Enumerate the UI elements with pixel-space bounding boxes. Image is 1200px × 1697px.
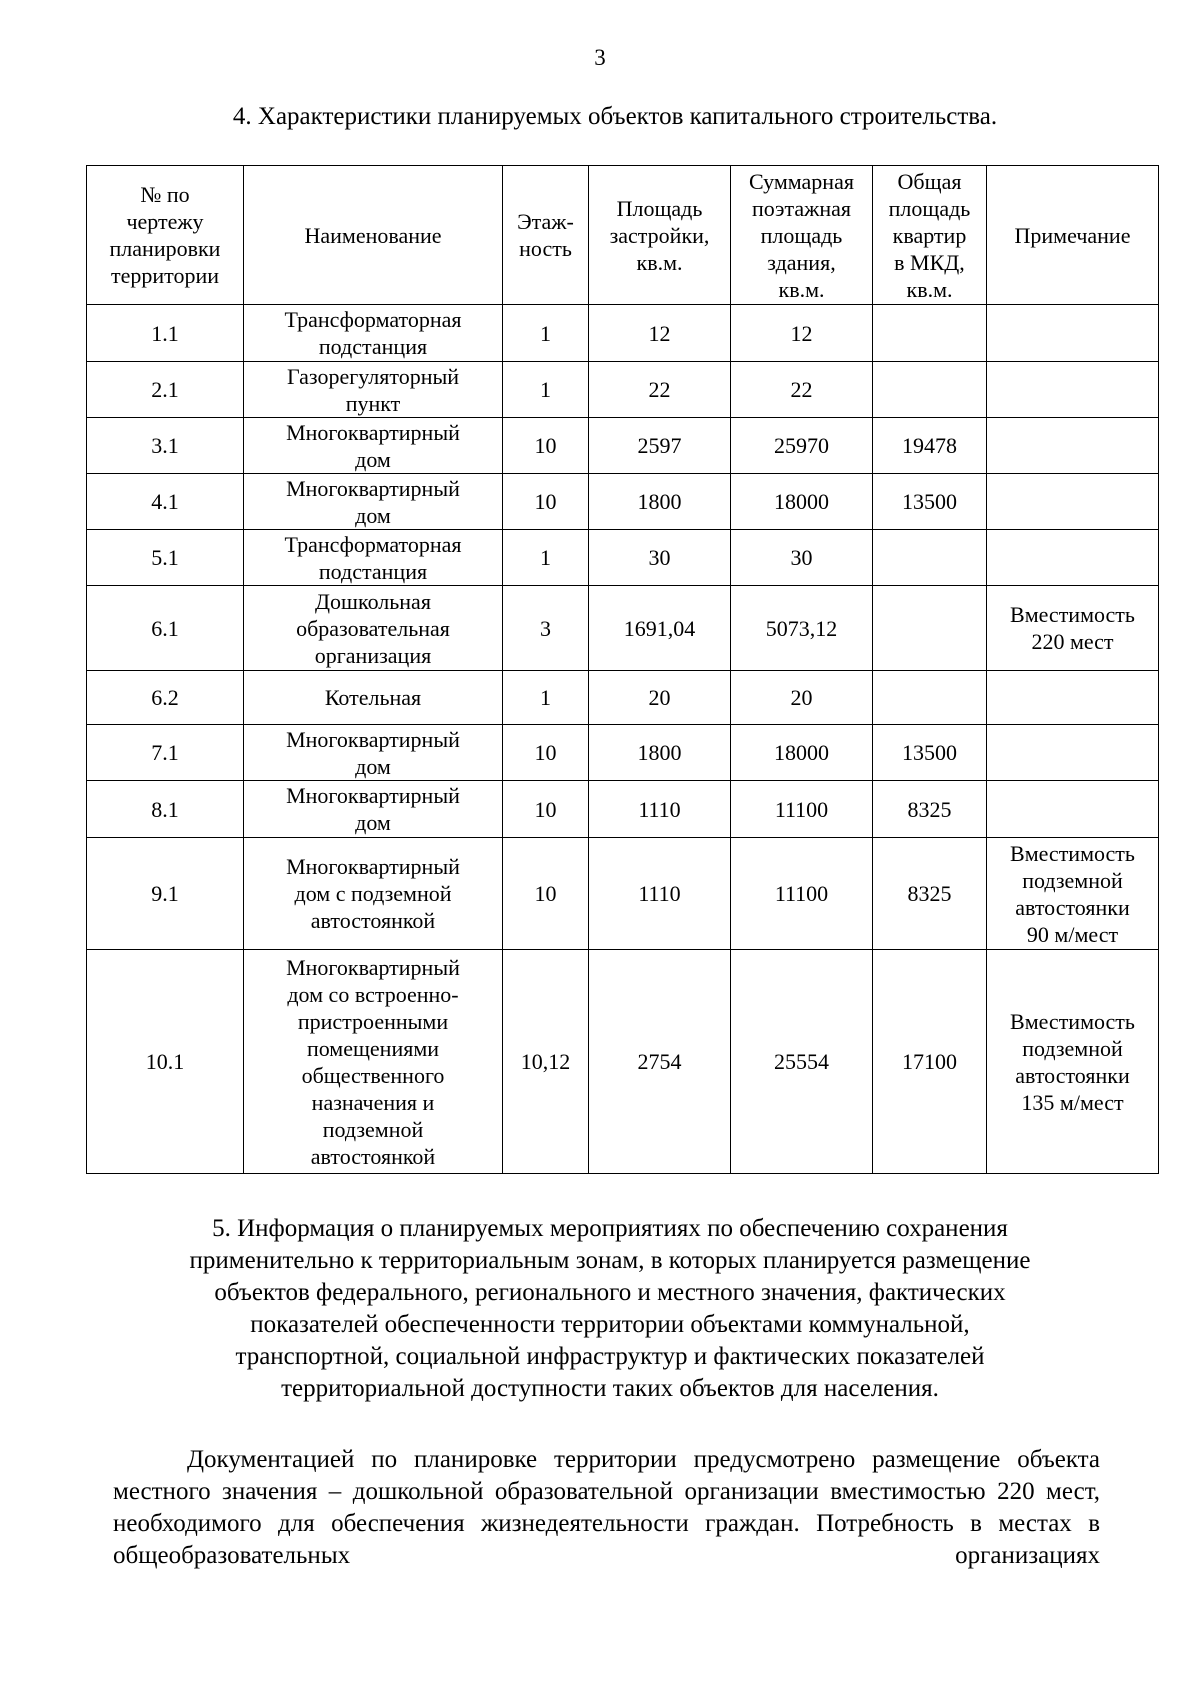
flats-area-cell (873, 530, 987, 586)
table-row (87, 725, 1159, 781)
num-cell: 1.1 (87, 305, 244, 362)
table-row (87, 418, 1159, 474)
note-cell: Вместимость подземной автостоянки 135 м/мест (987, 950, 1159, 1174)
section-5-title: 5. Информация о планируемых мероприятиях по обеспечению сохранения применительно к территориальным зонам, в которых планируется размещение объектов федерального, регионального и местного значения, фактических показателей обеспеченности территории объектами коммунальной, транспортной, социальной инфраструктур и фактических показателей территориальной доступности таких объектов для населения. (189, 1215, 1031, 1402)
total-area-cell: 20 (731, 671, 873, 725)
header-floors: Этаж- ность (503, 166, 589, 305)
num-cell: 6.2 (87, 671, 244, 725)
total-area-cell: 11100 (731, 838, 873, 950)
table-row (87, 305, 1159, 362)
num-cell: 8.1 (87, 781, 244, 838)
total-area-cell: 25554 (731, 950, 873, 1174)
area-cell: 2597 (589, 418, 731, 474)
table-row (87, 950, 1159, 1174)
floors-cell: 1 (503, 362, 589, 418)
total-area-cell: 18000 (731, 725, 873, 781)
flats-area-cell: 8325 (873, 838, 987, 950)
name-cell: Многоквартирный дом (244, 725, 503, 781)
floors-cell: 10 (503, 781, 589, 838)
flats-area-cell: 13500 (873, 474, 987, 530)
total-area-cell: 22 (731, 362, 873, 418)
area-cell: 1110 (589, 781, 731, 838)
note-cell (987, 725, 1159, 781)
table-row (87, 474, 1159, 530)
note-cell (987, 530, 1159, 586)
num-cell: 2.1 (87, 362, 244, 418)
name-cell: Котельная (244, 671, 503, 725)
note-cell (987, 671, 1159, 725)
flats-area-cell: 19478 (873, 418, 987, 474)
section-4-title: 4. Характеристики планируемых объектов капитального строительства. (232, 103, 998, 130)
header-name: Наименование (244, 166, 503, 305)
page-number: 3 (594, 45, 606, 70)
area-cell: 30 (589, 530, 731, 586)
name-cell: Многоквартирный дом (244, 474, 503, 530)
area-cell: 2754 (589, 950, 731, 1174)
floors-cell: 10 (503, 418, 589, 474)
floors-cell: 10 (503, 838, 589, 950)
area-cell: 1691,04 (589, 586, 731, 671)
body-paragraph: Документацией по планировке территории предусмотрено размещение объекта местного значения – дошкольной образовательной организации вместимостью 220 мест, необходимого для обеспечения жизнедеятельности граждан. Потребность в местах в общеобразовательных организациях (113, 1446, 1100, 1569)
note-cell: Вместимость подземной автостоянки 90 м/мест (987, 838, 1159, 950)
note-cell: Вместимость 220 мест (987, 586, 1159, 671)
flats-area-cell: 17100 (873, 950, 987, 1174)
floors-cell: 10 (503, 474, 589, 530)
area-cell: 20 (589, 671, 731, 725)
objects-table (86, 165, 1159, 1174)
header-note: Примечание (987, 166, 1159, 305)
area-cell: 1800 (589, 474, 731, 530)
num-cell: 3.1 (87, 418, 244, 474)
table-row (87, 838, 1159, 950)
name-cell: Дошкольная образовательная организация (244, 586, 503, 671)
name-cell: Газорегуляторный пункт (244, 362, 503, 418)
total-area-cell: 5073,12 (731, 586, 873, 671)
total-area-cell: 30 (731, 530, 873, 586)
num-cell: 4.1 (87, 474, 244, 530)
flats-area-cell: 8325 (873, 781, 987, 838)
table-row (87, 586, 1159, 671)
num-cell: 9.1 (87, 838, 244, 950)
floors-cell: 1 (503, 305, 589, 362)
floors-cell: 1 (503, 671, 589, 725)
total-area-cell: 11100 (731, 781, 873, 838)
table-row (87, 781, 1159, 838)
name-cell: Многоквартирный дом со встроенно- пристроенными помещениями общественного назначения и подземной автостоянкой (244, 950, 503, 1174)
table-row (87, 530, 1159, 586)
floors-cell: 1 (503, 530, 589, 586)
area-cell: 12 (589, 305, 731, 362)
area-cell: 1110 (589, 838, 731, 950)
name-cell: Многоквартирный дом с подземной автостоянкой (244, 838, 503, 950)
note-cell (987, 781, 1159, 838)
total-area-cell: 25970 (731, 418, 873, 474)
flats-area-cell (873, 362, 987, 418)
name-cell: Многоквартирный дом (244, 781, 503, 838)
table-header-row (87, 166, 1159, 305)
note-cell (987, 305, 1159, 362)
area-cell: 1800 (589, 725, 731, 781)
header-total-area: Суммарная поэтажная площадь здания, кв.м. (731, 166, 873, 305)
num-cell: 7.1 (87, 725, 244, 781)
floors-cell: 10,12 (503, 950, 589, 1174)
flats-area-cell (873, 305, 987, 362)
area-cell: 22 (589, 362, 731, 418)
note-cell (987, 418, 1159, 474)
flats-area-cell (873, 671, 987, 725)
name-cell: Трансформаторная подстанция (244, 305, 503, 362)
num-cell: 6.1 (87, 586, 244, 671)
flats-area-cell: 13500 (873, 725, 987, 781)
table-row (87, 362, 1159, 418)
floors-cell: 10 (503, 725, 589, 781)
header-num: № по чертежу планировки территории (87, 166, 244, 305)
name-cell: Многоквартирный дом (244, 418, 503, 474)
floors-cell: 3 (503, 586, 589, 671)
header-area: Площадь застройки, кв.м. (589, 166, 731, 305)
total-area-cell: 12 (731, 305, 873, 362)
flats-area-cell (873, 586, 987, 671)
note-cell (987, 362, 1159, 418)
num-cell: 10.1 (87, 950, 244, 1174)
total-area-cell: 18000 (731, 474, 873, 530)
table-row (87, 671, 1159, 725)
header-flats-area: Общая площадь квартир в МКД, кв.м. (873, 166, 987, 305)
num-cell: 5.1 (87, 530, 244, 586)
note-cell (987, 474, 1159, 530)
name-cell: Трансформаторная подстанция (244, 530, 503, 586)
